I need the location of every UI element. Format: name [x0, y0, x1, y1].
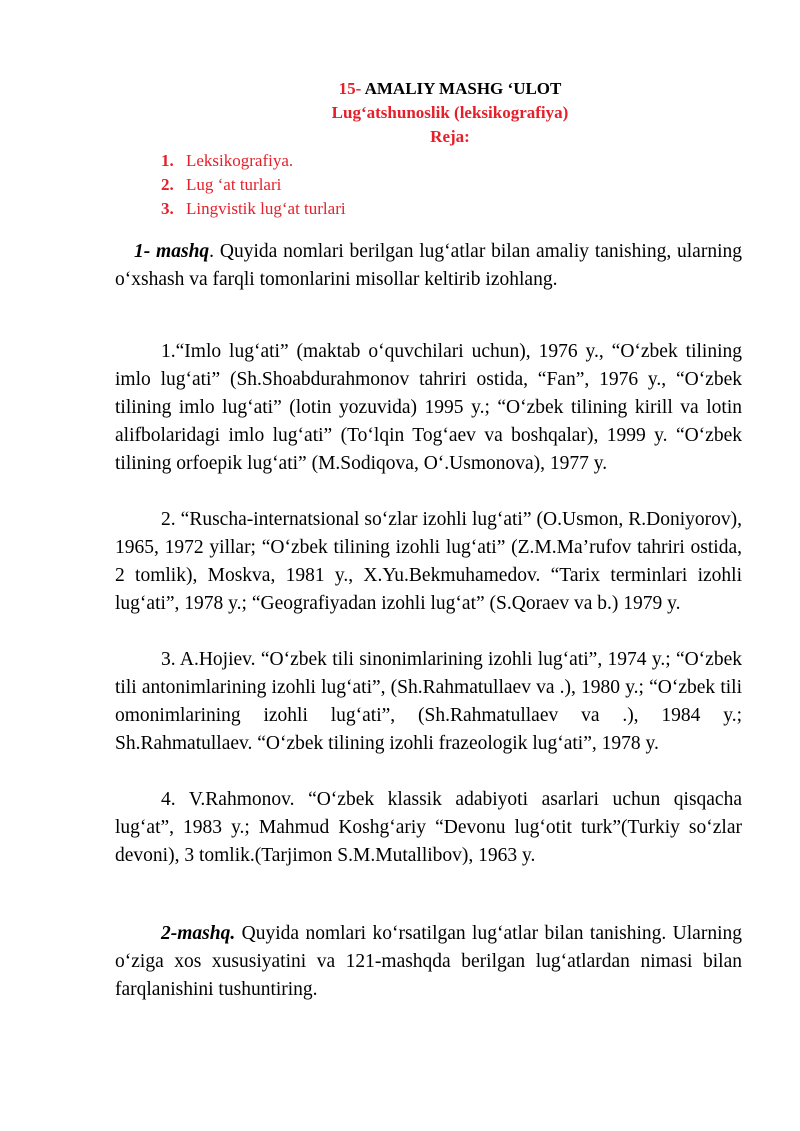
plan-list: [161, 149, 346, 221]
source-item-3: 3. A.Hojiev. “O‘zbek tili sinonimlarining izohli lug‘ati”, 1974 y.; “O‘zbek tili antonimlarining izohli lug‘ati”, (Sh.Rahmatullaev va .), 1980 y.; “O‘zbek tili omonimlarining izohli lug‘ati”, (Sh.Rahmatullaev va .), 1984 y.; Sh.Rahmatullaev. “O‘zbek tilining izohli frazeologik lug‘ati”, 1978 y.: [115, 649, 742, 754]
exercise-2-paragraph: [115, 920, 742, 1004]
plan-item-text: Leksikografiya.: [186, 151, 294, 170]
lesson-number: 15-: [338, 79, 362, 98]
source-item-4: 4. V.Rahmonov. “O‘zbek klassik adabiyoti asarlari uchun qisqacha lug‘at”, 1983 y.; Mahmud Koshg‘ariy “Devonu lug‘otit turk”(Turkiy so‘zlar devoni), 3 tomlik.(Tarjimon S.M.Mutallibov), 1963 y.: [115, 789, 742, 866]
source-item-1: 1.“Imlo lug‘ati” (maktab o‘quvchilari uchun), 1976 y., “O‘zbek tilining imlo lug‘ati” (Sh.Shoabdurahmonov tahriri ostida, “Fan”, 1976 y., “O‘zbek tilining imlo lug‘ati” (lotin yozuvida) 1995 y.; “O‘zbek tilining kirill va lotin alifbolaridagi imlo lug‘ati” (To‘lqin Tog‘aev va boshqalar), 1999 y. “O‘zbek tilining orfoepik lug‘ati” (M.Sodiqova, O‘.Usmonova), 1977 y.: [115, 341, 742, 474]
source-item-2: 2. “Ruscha-internatsional so‘zlar izohli lug‘ati” (O.Usmon, R.Doniyorov), 1965, 1972 yillar; “O‘zbek tilining izohli lug‘ati” (Z.M.Ma’rufov tahriri ostida, 2 tomlik), Moskva, 1981 y., X.Yu.Bekmuhamedov. “Tarix terminlari izohli lug‘ati”, 1978 y.; “Geografiyadan izohli lug‘at” (S.Qoraev va b.) 1979 y.: [115, 509, 742, 614]
topic-subtitle: Lug‘atshunoslik (leksikografiya): [331, 103, 569, 122]
plan-item: [161, 149, 346, 173]
exercise-1-paragraph: [115, 238, 742, 294]
plan-item-number: 3.: [161, 199, 174, 218]
lesson-title: AMALIY MASHG ‘ULOT: [364, 79, 562, 98]
plan-item: [161, 197, 346, 221]
plan-item-text: Lug ‘at turlari: [186, 175, 282, 194]
plan-item: [161, 173, 346, 197]
exercise-1-text: . Quyida nomlari berilgan lug‘atlar bilan amaliy tanishing, ularning o‘xshash va farqli tomonlarini misollar keltirib izohlang.: [115, 241, 742, 290]
exercise-2-label: 2-mashq.: [161, 923, 236, 944]
plan-item-number: 2.: [161, 175, 174, 194]
exercise-1-label: 1- mashq: [134, 241, 210, 262]
exercise-2-text: Quyida nomlari ko‘rsatilgan lug‘atlar bilan tanishing. Ularning o‘ziga xos xususiyatini va 121-mashqda berilgan lug‘atlardan nimasi bilan farqlanishini tushuntiring.: [115, 923, 742, 1000]
plan-item-number: 1.: [161, 151, 174, 170]
plan-heading: Reja:: [430, 127, 470, 146]
plan-item-text: Lingvistik lug‘at turlari: [186, 199, 346, 218]
page-title: [200, 77, 700, 101]
